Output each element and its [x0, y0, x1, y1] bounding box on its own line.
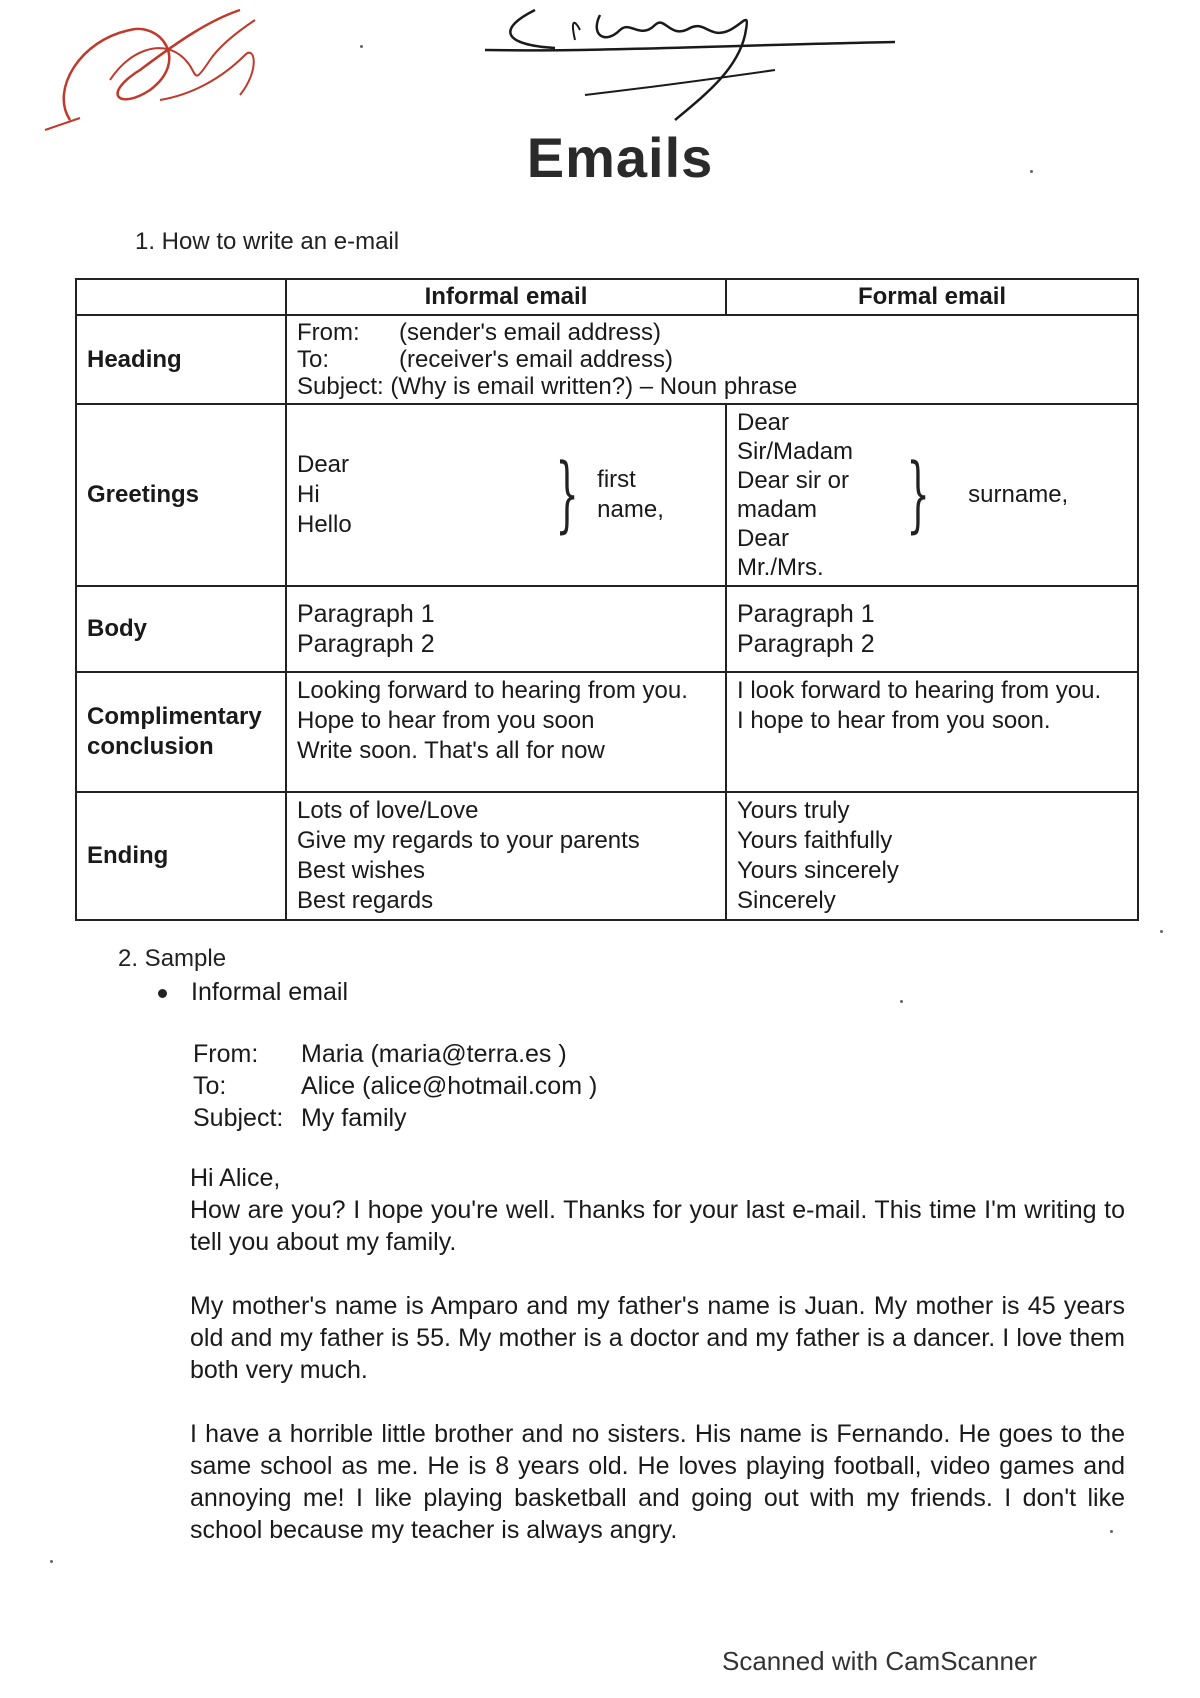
- conclusion-formal-cell: [726, 672, 1138, 792]
- body-formal-line: Paragraph 2: [737, 630, 875, 658]
- sample-bullet: [158, 978, 348, 1007]
- heading-to-value: (receiver's email address): [399, 346, 673, 373]
- body-informal-cell: [286, 586, 726, 672]
- conclusion-informal-line: Hope to hear from you soon: [297, 707, 595, 734]
- scan-speck: [1030, 170, 1033, 173]
- scan-speck: [360, 45, 363, 48]
- email-structure-table: [75, 278, 1139, 921]
- table-row-body: [76, 586, 1138, 672]
- row-label-ending: Ending: [76, 792, 286, 920]
- greeting-informal-line: Hello: [297, 511, 352, 538]
- ending-formal-line: Yours faithfully: [737, 827, 893, 854]
- conclusion-informal-cell: [286, 672, 726, 792]
- sample-from-label: From:: [193, 1040, 259, 1068]
- ending-informal-line: Give my regards to your parents: [297, 827, 640, 854]
- heading-subject-label: Subject:: [297, 373, 384, 400]
- conclusion-formal-line: I hope to hear from you soon.: [737, 707, 1051, 734]
- ending-formal-line: Sincerely: [737, 887, 836, 914]
- scanner-watermark: Scanned with CamScanner: [722, 1646, 1038, 1676]
- curly-brace-icon: }: [906, 447, 930, 542]
- red-signature-scribble: [40, 0, 280, 140]
- sample-subject-label: Subject:: [193, 1104, 284, 1132]
- row-label-greetings: Greetings: [76, 404, 286, 586]
- greeting-formal-line: Dear Sir/Madam: [737, 409, 854, 465]
- table-row-ending: [76, 792, 1138, 920]
- sample-paragraph: I have a horrible little brother and no sisters. His name is Fernando. He goes to the same school as me. He is 8 years old. He loves playing football, video games and annoying me! I like playing basketball and going out with my friends. I don't like school because my teacher is always angry.: [190, 1420, 1125, 1544]
- greeting-informal-line: Hi: [297, 481, 320, 508]
- section-2-heading: 2. Sample: [118, 945, 227, 972]
- body-formal-line: Paragraph 1: [737, 600, 875, 628]
- heading-from-value: (sender's email address): [399, 319, 662, 346]
- ending-informal-line: Lots of love/Love: [297, 797, 479, 824]
- conclusion-informal-line: Write soon. That's all for now: [297, 737, 605, 764]
- heading-subject-value: (Why is email written?) – Noun phrase: [390, 373, 798, 400]
- conclusion-informal-line: Looking forward to hearing from you.: [297, 677, 688, 704]
- sample-to-value: Alice (alice@hotmail.com ): [301, 1072, 598, 1100]
- greeting-formal-line: Dear Mr./Mrs.: [737, 525, 824, 581]
- ending-formal-line: Yours sincerely: [737, 857, 899, 884]
- scan-speck: [50, 1560, 53, 1563]
- sample-paragraph: How are you? I hope you're well. Thanks for your last e-mail. This time I'm writing to tell you about my family.: [190, 1196, 1125, 1256]
- ending-formal-line: Yours truly: [737, 797, 850, 824]
- table-header-row: [76, 279, 1138, 315]
- greeting-informal-note: first name,: [597, 466, 664, 523]
- sample-email-body: [190, 1162, 1125, 1578]
- ending-informal-line: Best wishes: [297, 857, 426, 884]
- sample-subject-value: My family: [301, 1104, 407, 1132]
- greeting-formal-note: surname,: [968, 481, 1069, 508]
- table-corner-cell: [76, 279, 286, 315]
- heading-cell: [286, 315, 1138, 404]
- sample-from-value: Maria (maria@terra.es ): [301, 1040, 567, 1068]
- bullet-dot-icon: [158, 989, 167, 998]
- row-label-conclusion: Complimentary conclusion: [76, 672, 286, 792]
- black-signature: [475, 0, 915, 130]
- column-header-formal: Formal email: [726, 279, 1138, 315]
- table-row-conclusion: [76, 672, 1138, 792]
- sample-paragraph: My mother's name is Amparo and my father's name is Juan. My mother is 45 years old and my father is 55. My mother is a doctor and my father is a dancer. I love them both very much.: [190, 1292, 1125, 1384]
- ending-formal-cell: [726, 792, 1138, 920]
- body-informal-line: Paragraph 2: [297, 630, 435, 658]
- greeting-formal-line: Dear sir or madam: [737, 467, 850, 523]
- sample-greeting: Hi Alice,: [190, 1164, 281, 1192]
- body-informal-line: Paragraph 1: [297, 600, 435, 628]
- greetings-formal-cell: [726, 404, 1138, 586]
- greetings-informal-cell: [286, 404, 726, 586]
- ending-informal-cell: [286, 792, 726, 920]
- heading-to-label: To:: [297, 346, 330, 373]
- row-label-body: Body: [76, 586, 286, 672]
- conclusion-formal-line: I look forward to hearing from you.: [737, 677, 1102, 704]
- scan-speck: [1110, 1530, 1113, 1533]
- sample-to-label: To:: [193, 1072, 227, 1100]
- table-row-greetings: [76, 404, 1138, 586]
- table-row-heading: [76, 315, 1138, 404]
- scan-speck: [1160, 930, 1163, 933]
- greeting-informal-line: Dear: [297, 451, 350, 478]
- column-header-informal: Informal email: [286, 279, 726, 315]
- sample-bullet-label: Informal email: [191, 978, 348, 1006]
- row-label-heading: Heading: [76, 315, 286, 404]
- sample-email-header: [193, 1038, 597, 1134]
- curly-brace-icon: }: [555, 447, 579, 542]
- section-1-heading: 1. How to write an e-mail: [135, 228, 400, 255]
- scan-speck: [900, 1000, 903, 1003]
- body-formal-cell: [726, 586, 1138, 672]
- ending-informal-line: Best regards: [297, 887, 434, 914]
- heading-from-label: From:: [297, 319, 360, 346]
- page-title: Emails: [526, 126, 714, 189]
